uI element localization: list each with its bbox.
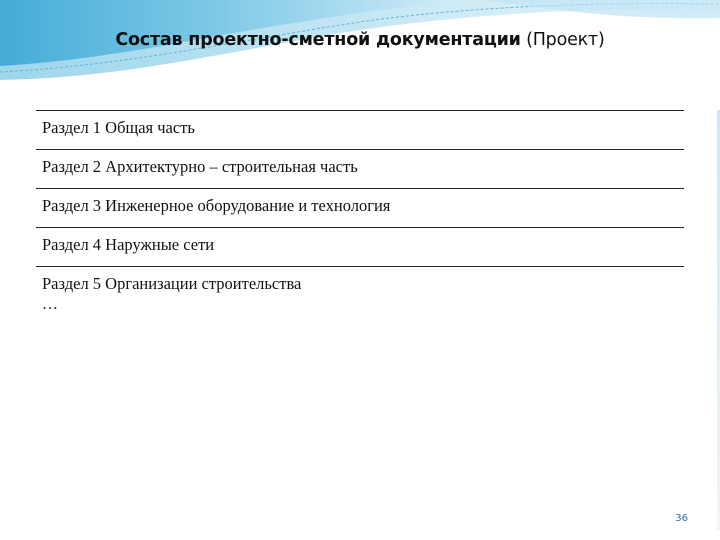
page-number: 36 — [675, 513, 688, 524]
slide-title-main: Состав проектно-сметной документации — [115, 30, 521, 50]
continuation-ellipsis: … — [42, 296, 58, 313]
section-row-3 — [36, 188, 684, 227]
section-label: Раздел 5 Организации строительства — [42, 274, 302, 293]
section-label: Раздел 1 Общая часть — [42, 118, 195, 137]
section-row-4 — [36, 227, 684, 266]
section-label: Раздел 4 Наружные сети — [42, 235, 215, 254]
section-label: Раздел 2 Архитектурно – строительная часть — [42, 157, 358, 176]
section-row-5 — [36, 266, 684, 313]
section-row-1 — [36, 110, 684, 149]
slide-title-suffix: (Проект) — [526, 30, 605, 50]
sections-list — [36, 110, 684, 313]
slide-title — [0, 30, 720, 50]
section-row-2 — [36, 149, 684, 188]
section-label: Раздел 3 Инженерное оборудование и технология — [42, 196, 391, 215]
header-wave-decoration — [0, 0, 720, 110]
